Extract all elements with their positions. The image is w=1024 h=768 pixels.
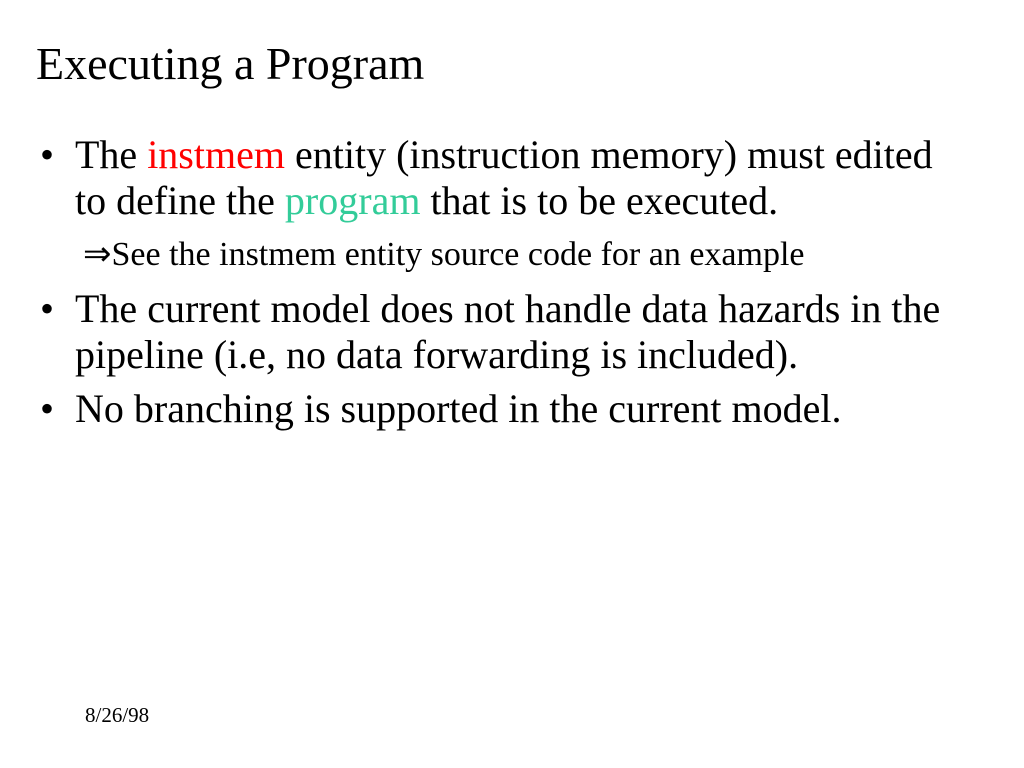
bullet-item — [0, 132, 1024, 224]
bullet-text — [75, 286, 964, 378]
bullet-item — [0, 386, 1024, 432]
double-arrow-icon: ⇒ — [83, 236, 112, 273]
highlighted-term: program — [284, 178, 421, 223]
bullet-icon: • — [40, 286, 55, 331]
text-segment: that is to be executed. — [420, 178, 779, 223]
text-segment: The current model does not handle data hazards in the pipeline (i.e, no data forwarding is included). — [75, 286, 941, 377]
bullet-icon: • — [40, 386, 55, 431]
bullet-list — [0, 132, 1024, 432]
highlighted-term: instmem — [147, 132, 285, 177]
page-title: Executing a Program — [36, 38, 425, 89]
bullet-item — [0, 286, 1024, 378]
text-segment: No branching is supported in the current model. — [75, 386, 842, 431]
bullet-text — [75, 386, 964, 432]
bullet-icon: • — [40, 132, 55, 177]
bullet-text — [112, 232, 965, 278]
text-segment: The — [75, 132, 148, 177]
text-segment: entity (instruction memory) must edited to define the — [75, 132, 933, 223]
bullet-text — [75, 132, 964, 224]
sub-bullet-item — [0, 232, 1024, 278]
slide-date: 8/26/98 — [85, 703, 150, 727]
text-segment: See the instmem entity source code for an example — [111, 236, 805, 273]
